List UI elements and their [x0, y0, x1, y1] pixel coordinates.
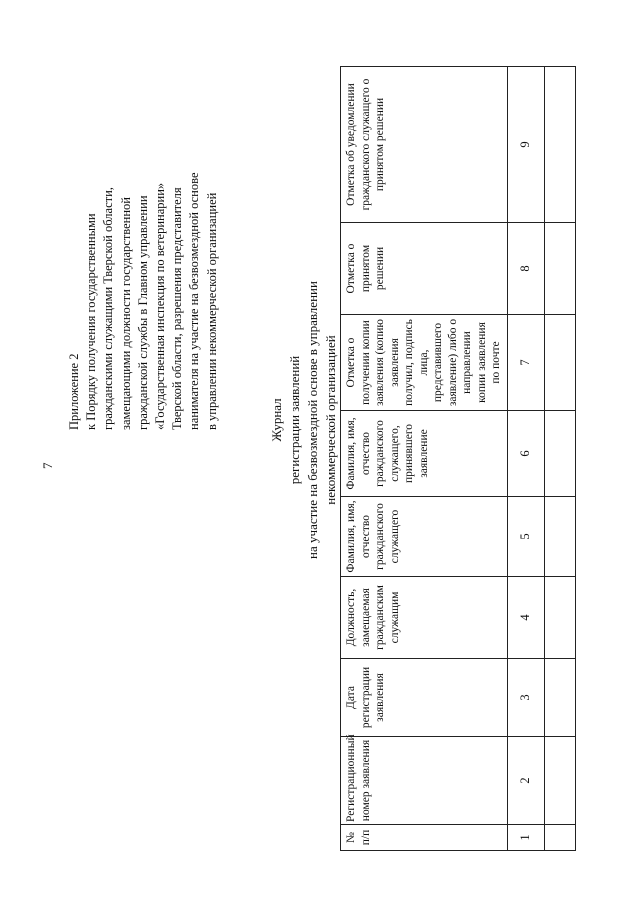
journal-title: Журнал [269, 398, 284, 442]
appendix-line: гражданскими служащими Тверской области, [101, 187, 116, 430]
table-header-row [341, 67, 508, 851]
appendix-line: «Государственная инспекция по ветеринарии» [153, 182, 168, 430]
header-cell: Регистрационный номер заявления [341, 737, 508, 825]
appendix-line: в управлении некоммерческой организацией [204, 192, 219, 430]
column-number: 9 [507, 67, 544, 223]
appendix-line: к Порядку получения государственными [84, 213, 99, 430]
header-cell: Фамилия, имя, отчество гражданского служащего [341, 497, 508, 577]
journal-subtitle: регистрации заявлений [287, 355, 302, 485]
column-number: 4 [507, 577, 544, 659]
appendix-line: Приложение 2 [67, 353, 81, 430]
column-number: 8 [507, 223, 544, 315]
table-cell [544, 223, 575, 315]
table-cell [544, 659, 575, 737]
table-cell [544, 825, 575, 851]
table-number-row [507, 67, 544, 851]
column-number: 5 [507, 497, 544, 577]
table-cell [544, 411, 575, 497]
registration-table [340, 66, 576, 851]
appendix-line: замещающими должности государственной [118, 197, 133, 430]
journal-subtitle: некоммерческой организацией [323, 335, 338, 505]
header-cell: Должность, замещаемая гражданским служащим [341, 577, 508, 659]
header-cell: Отметка о принятом решении [341, 223, 508, 315]
column-number: 1 [507, 825, 544, 851]
column-number: 3 [507, 659, 544, 737]
appendix-line: нанимателя на участие на безвозмездной основе [187, 172, 202, 430]
column-number: 2 [507, 737, 544, 825]
journal-heading [268, 230, 340, 610]
column-number: 7 [507, 315, 544, 411]
header-cell: Отметка об уведомлении гражданского служащего о принятом решении [341, 67, 508, 223]
table-cell [544, 67, 575, 223]
header-cell: Фамилия, имя, отчество гражданского служащего, принявшего заявление [341, 411, 508, 497]
header-cell: № п/п [341, 825, 508, 851]
appendix-line: Тверской области, разрешения представителя [170, 187, 185, 430]
journal-subtitle: на участие на безвозмездной основе в управлении [305, 281, 320, 559]
table-cell [544, 737, 575, 825]
header-cell: Дата регистрации заявления [341, 659, 508, 737]
appendix-block [66, 0, 221, 430]
table-row [544, 67, 575, 851]
table-cell [544, 315, 575, 411]
header-cell: Отметка о получении копии заявления (копию заявления получил, подпись лица, представившего заявление) либо о направлении копии заявления по почте [341, 315, 508, 411]
page-number: 7 [40, 462, 55, 469]
appendix-line: гражданской службы в Главном управлении [135, 195, 150, 430]
column-number: 6 [507, 411, 544, 497]
table-cell [544, 497, 575, 577]
table-cell [544, 577, 575, 659]
